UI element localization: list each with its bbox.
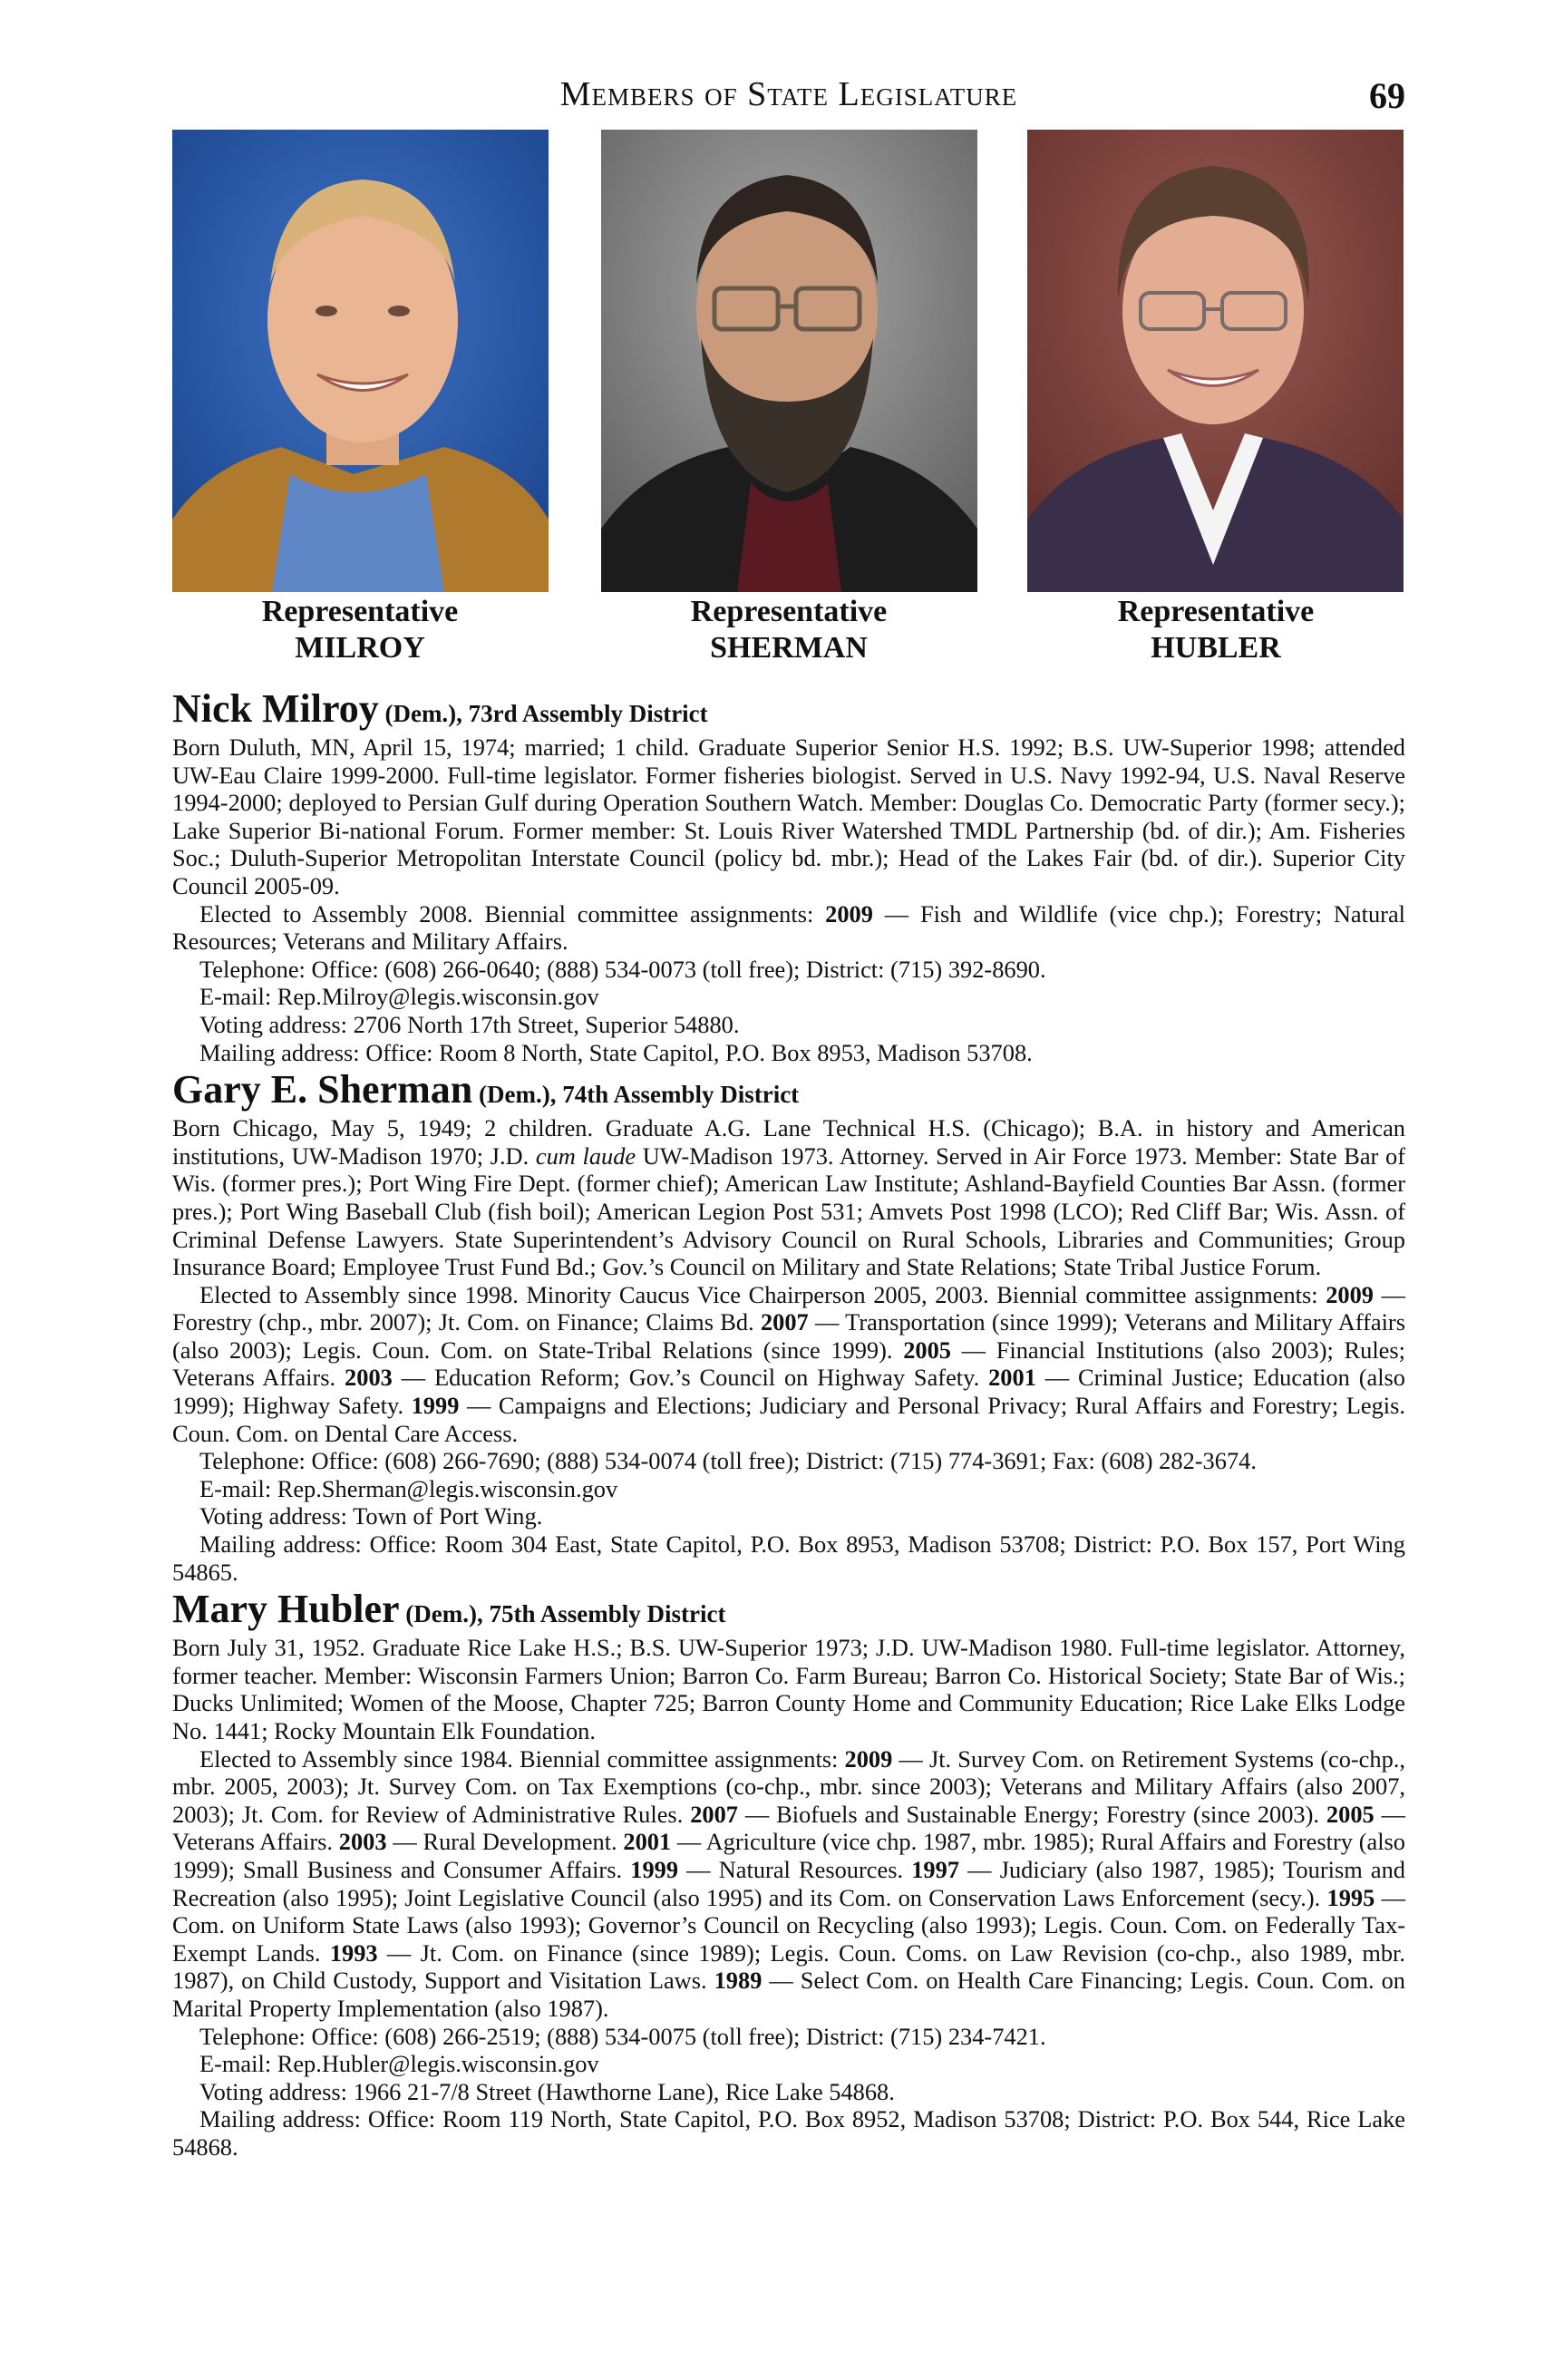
caption-title: Representative — [690, 595, 888, 628]
italic-phrase: cum laude — [535, 1141, 636, 1170]
year-label: 2005 — [1326, 1800, 1375, 1828]
year-label: 1999 — [630, 1855, 679, 1883]
text-run: — Jt. Com. on Finance (since 1989); Legis. Coun. Coms. on Law Revision (co-chp., also 1989, mbr. 1987), on Child Custody, Support and Visitation Laws. — [172, 1938, 1405, 1995]
caption-sherman — [576, 594, 1002, 666]
member-name: Mary Hubler — [172, 1587, 400, 1632]
member-bio — [172, 1114, 1405, 1281]
portrait-hubler-photo — [1027, 130, 1404, 592]
year-label: 1993 — [329, 1938, 378, 1967]
member-mailing-address: Mailing address: Office: Room 304 East, State Capitol, P.O. Box 8953, Madison 53708; District: P.O. Box 157, Port Wing 54865. — [172, 1530, 1405, 1586]
member-name: Gary E. Sherman — [172, 1067, 473, 1112]
year-label: 1995 — [1326, 1883, 1375, 1911]
caption-surname: MILROY — [295, 631, 425, 665]
text-run: — Forestry (chp., mbr. 2007); Jt. Com. on Finance; Claims Bd. — [172, 1280, 1405, 1336]
member-telephone: Telephone: Office: (608) 266-7690; (888) 534-0074 (toll free); District: (715) 774-3691; Fax: (608) 282-3674. — [199, 1447, 1257, 1475]
running-header — [172, 74, 1405, 129]
text-run: — Jt. Survey Com. on Retirement Systems (co-chp., mbr. 2005, 2003); Jt. Survey Com. on Tax Exemptions (co-chp., mbr. since 2003); Veterans and Military Affairs (also 2007, 2003); Jt. Com. for Review of Administrative Rules. — [172, 1744, 1405, 1828]
text-run: — Fish and Wildlife (vice chp.); Forestry; Natural Resources; Veterans and Military Affairs. — [172, 899, 1405, 956]
text-run: — Judiciary (also 1987, 1985); Tourism and Recreation (also 1995); Joint Legislative Council (also 1995) and its Com. on Conservation Laws Enforcement (secy.). — [172, 1855, 1405, 1911]
member-heading — [172, 1067, 1405, 1114]
year-label: 2001 — [988, 1364, 1036, 1392]
member-voting-address: Voting address: Town of Port Wing. — [199, 1502, 543, 1530]
text-run: — Com. on Uniform State Laws (also 1993); Governor’s Council on Recycling (also 1993); Legis. Coun. Com. on Federally Tax-Exempt Lands. — [172, 1883, 1405, 1967]
member-email: E-mail: Rep.Milroy@legis.wisconsin.gov — [199, 983, 599, 1011]
caption-title: Representative — [1117, 595, 1315, 628]
member-mailing-address: Mailing address: Office: Room 8 North, State Capitol, P.O. Box 8953, Madison 53708. — [199, 1038, 1033, 1066]
text-run: — Rural Development. — [386, 1828, 624, 1856]
portrait-sherman-photo — [601, 130, 977, 592]
text-run: Elected to Assembly since 1998. Minority Caucus Vice Chairperson 2005, 2003. Biennial committee assignments: — [199, 1280, 1326, 1308]
text-run: UW-Madison 1973. Attorney. Served in Air Force 1973. Member: State Bar of Wis. (former pres.); Port Wing Fire Dept. (former chief); American Law Institute; Ashland-Bayfield Counties Bar Assn. (former pres.); Port Wing Baseball Club (fish boil); American Legion Post 531; Amvets Post 1998 (LCO); Red Cliff Bar; Wis. Assn. of Criminal Defense Lawyers. State Superintendent’s Advisory Council on Rural Schools, Libraries and Communities; Group Insurance Board; Employee Trust Fund Bd.; Gov.’s Council on Military and State Relations; State Tribal Justice Forum. — [172, 1141, 1405, 1281]
year-label: 2007 — [760, 1308, 809, 1336]
text-run: — Transportation (since 1999); Veterans and Military Affairs (also 2003); Legis. Coun. Com. on State-Tribal Relations (since 1999). — [172, 1308, 1405, 1364]
member-bio: Born Duluth, MN, April 15, 1974; married; 1 child. Graduate Superior Senior H.S. 1992; B.S. UW-Superior 1998; attended UW-Eau Claire 1999-2000. Full-time legislator. Former fisheries biologist. Served in U.S. Navy 1992-94, U.S. Naval Reserve 1994-2000; deployed to Persian Gulf during Operation Southern Watch. Member: Douglas Co. Democratic Party (former secy.); Lake Superior Bi-national Forum. Former member: St. Louis River Watershed TMDL Partnership (bd. of dir.); Am. Fisheries Soc.; Duluth-Superior Metropolitan Interstate Council (policy bd. mbr.); Head of the Lakes Fair (bd. of dir.). Superior City Council 2005-09. — [172, 733, 1405, 899]
text-run: — Veterans Affairs. — [172, 1800, 1405, 1856]
year-label: 2001 — [623, 1828, 672, 1856]
text-run: Elected to Assembly 2008. Biennial committee assignments: — [199, 899, 826, 928]
page-number: 69 — [1369, 75, 1405, 116]
year-label: 2003 — [338, 1828, 387, 1856]
year-label: 2009 — [825, 899, 873, 928]
year-label: 2007 — [690, 1800, 738, 1828]
caption-surname: SHERMAN — [710, 631, 868, 665]
member-email: E-mail: Rep.Hubler@legis.wisconsin.gov — [199, 2050, 599, 2078]
member-elected — [172, 900, 1405, 956]
member-telephone: Telephone: Office: (608) 266-0640; (888) 534-0073 (toll free); District: (715) 392-8690. — [199, 955, 1046, 983]
member-bio: Born July 31, 1952. Graduate Rice Lake H.S.; B.S. UW-Superior 1973; J.D. UW-Madison 1980. Full-time legislator. Attorney, former teacher. Member: Wisconsin Farmers Union; Barron Co. Farm Bureau; Barron Co. Historical Society; State Bar of Wis.; Ducks Unlimited; Women of the Moose, Chapter 725; Barron County Home and Community Education; Rice Lake Elks Lodge No. 1441; Rocky Mountain Elk Foundation. — [172, 1634, 1405, 1744]
member-heading — [172, 1589, 1405, 1634]
caption-milroy — [147, 594, 573, 666]
member-elected — [172, 1745, 1405, 2023]
text-run: — Natural Resources. — [678, 1855, 912, 1883]
member-voting-address: Voting address: 2706 North 17th Street, Superior 54880. — [199, 1010, 740, 1038]
member-telephone: Telephone: Office: (608) 266-2519; (888) 534-0075 (toll free); District: (715) 234-7421. — [199, 2022, 1046, 2050]
year-label: 1999 — [411, 1392, 460, 1420]
text-run: Born Chicago, May 5, 1949; 2 children. Graduate A.G. Lane Technical H.S. (Chicago); B.A. in history and American institutions, UW-Madison 1970; J.D. — [172, 1114, 1405, 1170]
member-heading — [172, 686, 1405, 733]
portrait-milroy-photo — [172, 130, 549, 592]
text-run: — Criminal Justice; Education (also 1999); Highway Safety. — [172, 1364, 1405, 1420]
text-run: — Financial Institutions (also 2003); Rules; Veterans Affairs. — [172, 1336, 1405, 1392]
caption-title: Representative — [261, 595, 459, 628]
member-name: Nick Milroy — [172, 686, 379, 731]
member-entry-sherman — [172, 1067, 1406, 1586]
running-header-title: Members of State Legislature — [559, 75, 1018, 113]
year-label: 1997 — [911, 1855, 960, 1883]
text-run: — Biofuels and Sustainable Energy; Forestry (since 2003). — [737, 1800, 1326, 1828]
year-label: 2009 — [844, 1744, 893, 1773]
member-party-district: (Dem.), 74th Assembly District — [472, 1081, 800, 1109]
caption-hubler — [1003, 594, 1429, 666]
member-mailing-address: Mailing address: Office: Room 119 North, State Capitol, P.O. Box 8952, Madison 53708; District: P.O. Box 544, Rice Lake 54868. — [172, 2105, 1405, 2161]
year-label: 2009 — [1326, 1280, 1374, 1308]
member-party-district: (Dem.), 75th Assembly District — [399, 1600, 726, 1628]
text-run: — Select Com. on Health Care Financing; Legis. Coun. Com. on Marital Property Implementation (also 1987). — [172, 1967, 1406, 2022]
member-elected — [172, 1281, 1405, 1448]
member-entry-hubler — [172, 1589, 1405, 2161]
member-email: E-mail: Rep.Sherman@legis.wisconsin.gov — [199, 1474, 618, 1502]
member-voting-address: Voting address: 1966 21-7/8 Street (Hawthorne Lane), Rice Lake 54868. — [199, 2077, 895, 2105]
year-label: 1989 — [714, 1967, 763, 1995]
member-entry-milroy — [172, 686, 1405, 1066]
text-run: Elected to Assembly since 1984. Biennial committee assignments: — [199, 1744, 845, 1773]
year-label: 2005 — [903, 1336, 951, 1364]
year-label: 2003 — [345, 1364, 393, 1392]
caption-surname: HUBLER — [1151, 631, 1281, 665]
member-biographies — [172, 686, 1406, 2165]
text-run: — Campaigns and Elections; Judiciary and Personal Privacy; Rural Affairs and Forestry; Legis. Coun. Com. on Dental Care Access. — [172, 1392, 1406, 1447]
text-run: — Agriculture (vice chp. 1987, mbr. 1985); Rural Affairs and Forestry (also 1999); Small Business and Consumer Affairs. — [172, 1828, 1405, 1883]
text-run: — Education Reform; Gov.’s Council on Highway Safety. — [392, 1364, 989, 1392]
member-party-district: (Dem.), 73rd Assembly District — [378, 700, 708, 727]
